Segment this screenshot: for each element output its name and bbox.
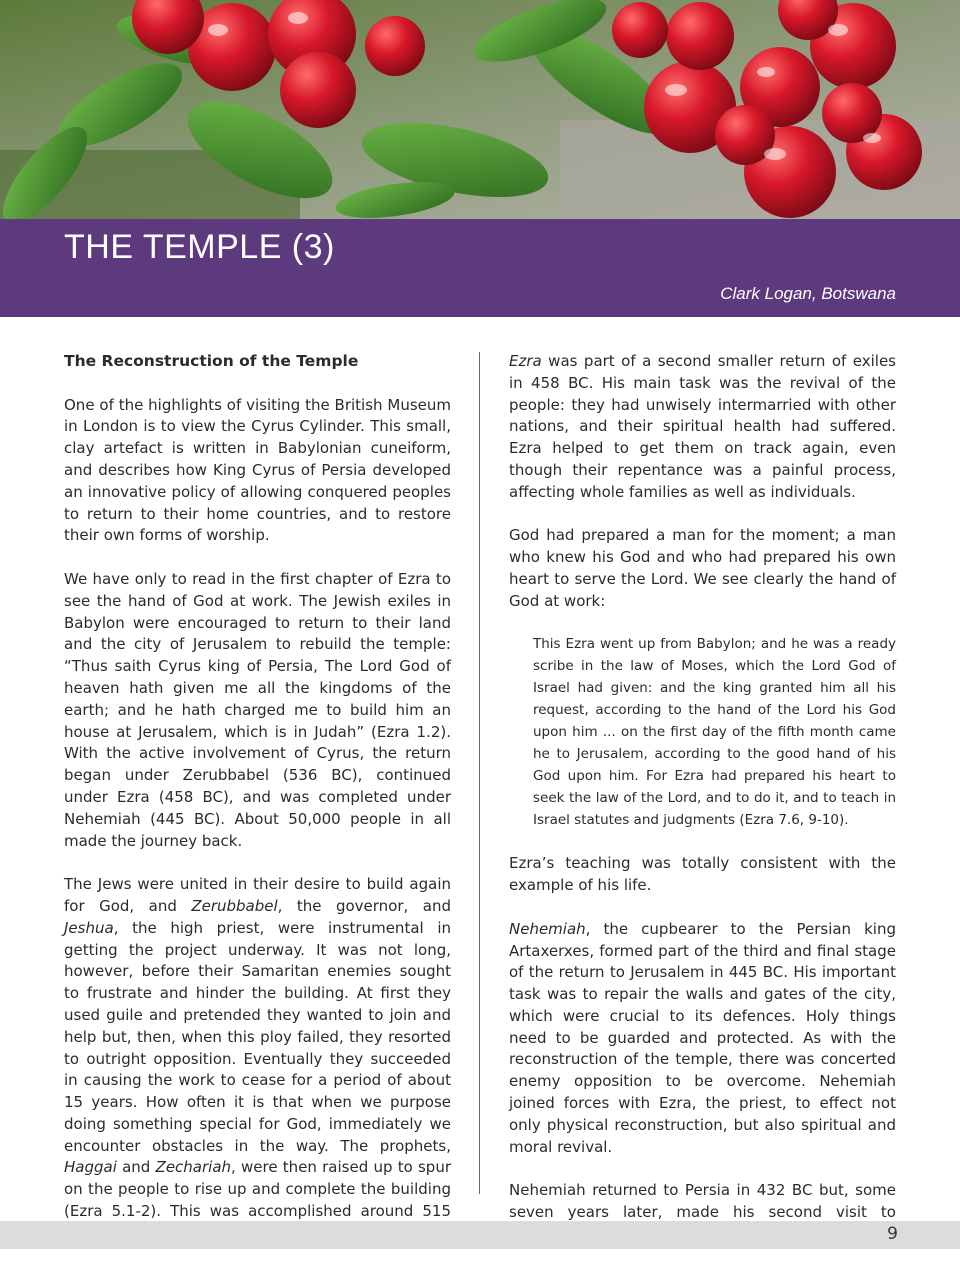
author-byline: Clark Logan, Botswana [720,284,896,303]
right-column [509,351,896,1267]
page-number: 9 [887,1224,898,1244]
scripture-quote: This Ezra went up from Babylon; and he was a ready scribe in the law of Moses, which the Lord God of Israel had given: and the king granted him all his request, according to the hand of the Lord his God upon him ... on the first day of the fifth month came he to Jerusalem, according to the good hand of his God upon him. For Ezra had prepared his heart to seek the law of the Lord, and to do it, and to teach in Israel statutes and judgments (Ezra 7.6, 9-10). [533,636,896,828]
berries-illustration [0,0,960,219]
paragraph-nehemiah: Nehemiah, the cupbearer to the Persian king Artaxerxes, formed part of the third and final stage of the return to Jerusalem in 445 BC. His important task was to repair the walls and gates of the city, which were crucial to its defences. Holy things need to be guarded and protected. As with the reconstruction of the temple, there was concerted enemy opposition to be overcome. Nehemiah joined forces with Ezra, the priest, to effect not only physical reconstruction, but also spiritual and moral revival. [509,919,896,1156]
column-divider [479,352,480,1194]
page-title: THE TEMPLE (3) [64,228,335,266]
paragraph-ezra-return: Ezra was part of a second smaller return of exiles in 458 BC. His main task was the revival of the people: they had unwisely intermarried with other nations, and their spiritual health had suffered. Ezra helped to get them on track again, even though their repentance was a painful process, affecting whole families as well as individuals. [509,352,896,501]
paragraph-god-prepared: God had prepared a man for the moment; a man who knew his God and who had prepared his own heart to serve the Lord. We see clearly the hand of God at work: [509,526,896,610]
paragraph-ezra-teaching: Ezra’s teaching was totally consistent with the example of his life. [509,854,896,895]
paragraph-nehemiah-returned: Nehemiah returned to Persia in 432 BC but, some seven years later, made his second visit to [509,1181,896,1222]
left-column [64,351,451,1266]
paragraph-jews-united: The Jews were united in their desire to build again for God, and Zerubbabel, the governor, and Jeshua, the high priest, were instrumental in getting the project underway. It was not long, however, before their Samaritan enemies sought to frustrate and hinder the building. At first they used guile and pretended they wanted to join and help but, then, when this ploy failed, they resorted to outright opposition. Eventually they succeeded in causing the work to cease for a period of about 15 years. How often it is that when we purpose doing something special for God, immediately we encounter obstacles in the way. The prophets, Haggai and Zechariah, were then raised up to spur on the people to rise up and complete the building (Ezra 5.1-2). This was accomplished around 515 [64,875,451,1221]
header-photo [0,0,960,219]
paragraph-first-chapter-ezra: We have only to read in the first chapter of Ezra to see the hand of God at work. The Jewish exiles in Babylon were encouraged to return to their land and the city of Jerusalem to rebuild the temple: “Thus saith Cyrus king of Persia, The Lord God of heaven hath given me all the kingdoms of the earth; and he hath charged me to build him an house at Jerusalem, which is in Judah” (Ezra 1.2). With the active involvement of Cyrus, the return began under Zerubbabel (536 BC), continued under Ezra (458 BC), and was completed under Nehemiah (445 BC). About 50,000 people in all made the journey back. [64,569,451,850]
footer-bar [0,1221,960,1249]
paragraph-cyrus-cylinder: One of the highlights of visiting the British Museum in London is to view the Cyrus Cylinder. This small, clay artefact is written in Babylonian cuneiform, and describes how King Cyrus of Persia developed an innovative policy of allowing conquered peoples to return to their home countries, and to restore their own forms of worship. [64,395,451,545]
section-heading: The Reconstruction of the Temple [64,352,359,370]
